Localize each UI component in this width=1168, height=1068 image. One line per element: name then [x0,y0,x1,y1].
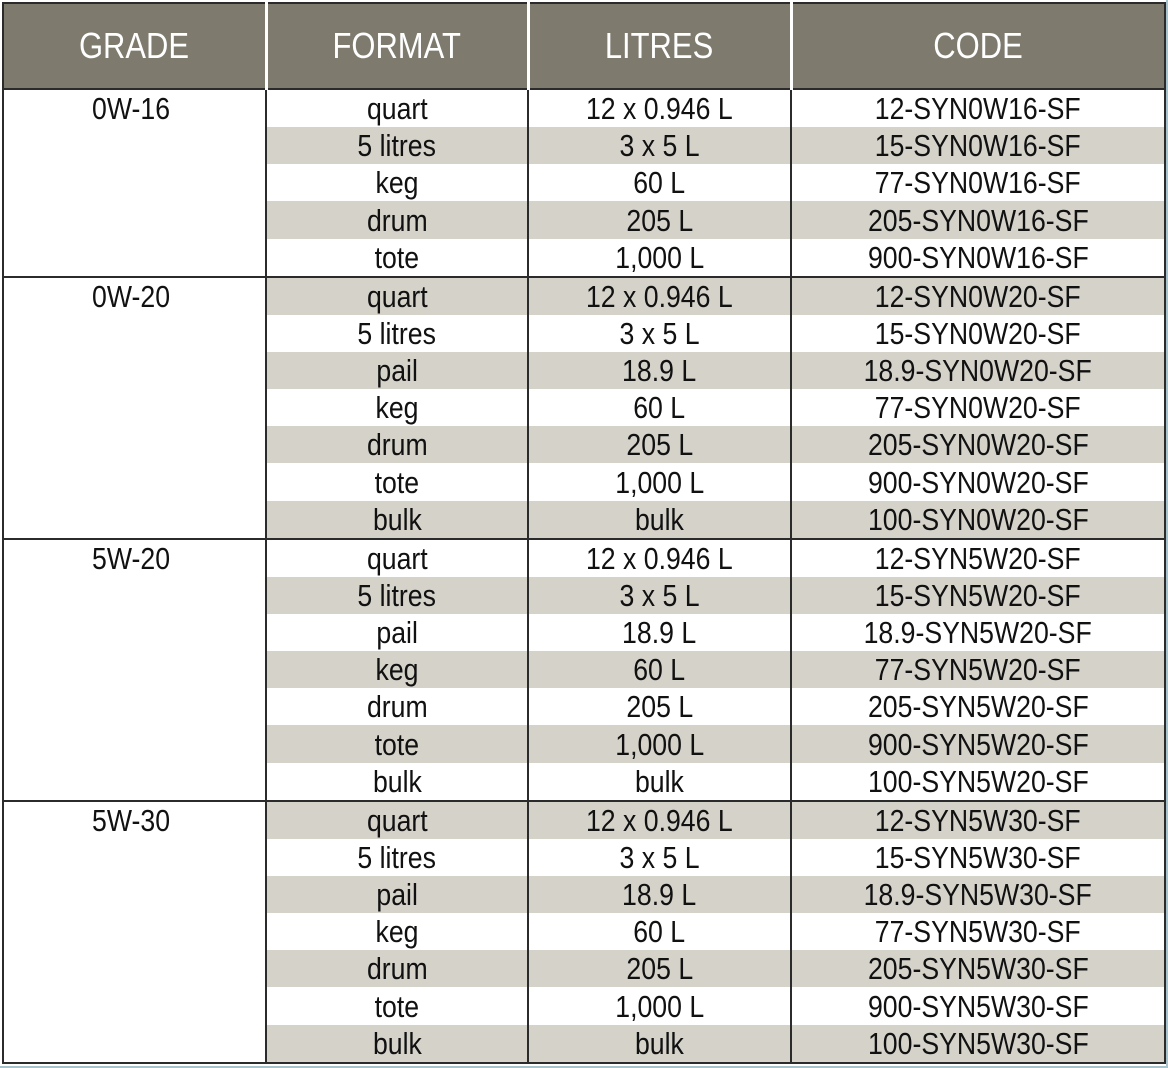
header-grade [3,3,266,89]
code-cell [791,614,1165,651]
code-cell [791,352,1165,389]
format-value: tote [374,988,420,1024]
code-cell [791,277,1165,315]
code-cell [791,315,1165,352]
grade-label: 5W-20 [92,540,171,576]
format-value: quart [366,91,428,127]
format-value: pail [376,615,418,651]
header-format [266,3,528,89]
header-litres-label: LITRES [605,25,714,66]
code-value: 15-SYN5W20-SF [875,577,1081,613]
format-cell [266,987,528,1024]
format-cell [266,352,528,389]
code-value: 100-SYN0W20-SF [867,501,1089,537]
format-value: tote [374,726,420,762]
code-value: 77-SYN5W20-SF [875,652,1081,688]
litres-cell [528,1025,791,1063]
format-cell [266,688,528,725]
code-cell [791,839,1165,876]
format-value: keg [375,914,419,950]
format-value: 5 litres [357,577,437,613]
header-grade-label: GRADE [79,25,190,66]
litres-cell [528,127,791,164]
format-value: bulk [372,763,422,799]
litres-value: bulk [635,1025,684,1061]
table-body [3,89,1165,1063]
code-value: 900-SYN5W20-SF [867,726,1089,762]
format-value: tote [374,464,420,500]
header-format-label: FORMAT [332,25,462,66]
litres-cell [528,688,791,725]
format-value: pail [376,353,418,389]
format-cell [266,1025,528,1063]
code-value: 205-SYN0W20-SF [867,427,1089,463]
litres-value: 205 L [626,689,693,725]
code-value: 77-SYN0W20-SF [875,390,1081,426]
litres-cell [528,763,791,801]
code-value: 18.9-SYN5W30-SF [863,877,1093,913]
code-cell [791,688,1165,725]
format-cell [266,277,528,315]
table-row [3,89,1165,127]
format-cell [266,89,528,127]
litres-cell [528,801,791,839]
code-cell [791,725,1165,762]
code-cell [791,987,1165,1024]
litres-cell [528,164,791,201]
grade-label: 0W-16 [92,91,171,126]
format-cell [266,389,528,426]
format-cell [266,725,528,762]
litres-value: 3 x 5 L [619,315,700,351]
code-cell [791,463,1165,500]
litres-cell [528,614,791,651]
format-value: quart [366,540,428,576]
code-value: 100-SYN5W20-SF [867,763,1089,799]
header-code [791,3,1165,89]
code-value: 18.9-SYN5W20-SF [863,615,1093,651]
code-cell [791,950,1165,987]
format-cell [266,763,528,801]
code-cell [791,164,1165,201]
format-cell [266,201,528,238]
format-value: keg [375,390,419,426]
format-value: tote [374,239,420,275]
litres-value: 3 x 5 L [619,128,700,164]
litres-cell [528,426,791,463]
format-cell [266,651,528,688]
litres-value: 205 L [626,202,693,238]
code-value: 900-SYN0W16-SF [867,239,1089,275]
litres-value: 12 x 0.946 L [586,91,733,127]
litres-value: 205 L [626,427,693,463]
code-cell [791,201,1165,238]
litres-cell [528,839,791,876]
format-value: keg [375,165,419,201]
table-header [3,3,1165,89]
litres-value: 60 L [633,165,686,201]
litres-value: 1,000 L [615,464,704,500]
litres-cell [528,463,791,500]
format-value: quart [366,802,428,838]
litres-cell [528,389,791,426]
grade-cell [3,277,266,539]
grade-cell [3,539,266,801]
format-cell [266,127,528,164]
product-code-table [2,2,1166,1064]
code-cell [791,913,1165,950]
litres-value: 60 L [633,652,686,688]
litres-cell [528,539,791,577]
table-row [3,539,1165,577]
format-value: drum [366,951,428,987]
grade-cell [3,801,266,1063]
litres-cell [528,651,791,688]
code-value: 15-SYN0W16-SF [875,128,1081,164]
format-cell [266,426,528,463]
litres-cell [528,913,791,950]
code-cell [791,389,1165,426]
format-cell [266,315,528,352]
format-value: keg [375,652,419,688]
code-cell [791,501,1165,539]
code-value: 205-SYN5W30-SF [867,951,1089,987]
litres-value: bulk [635,763,684,799]
litres-cell [528,352,791,389]
code-cell [791,876,1165,913]
format-cell [266,614,528,651]
format-value: 5 litres [357,128,437,164]
litres-value: 18.9 L [622,877,697,913]
code-value: 205-SYN0W16-SF [867,202,1089,238]
litres-cell [528,89,791,127]
litres-cell [528,725,791,762]
format-value: bulk [372,501,422,537]
code-value: 12-SYN5W30-SF [875,802,1081,838]
format-cell [266,239,528,277]
litres-value: 3 x 5 L [619,839,700,875]
format-cell [266,950,528,987]
litres-value: 60 L [633,914,686,950]
code-value: 15-SYN5W30-SF [875,839,1081,875]
table-row [3,277,1165,315]
code-cell [791,577,1165,614]
litres-cell [528,577,791,614]
code-value: 12-SYN5W20-SF [875,540,1081,576]
code-value: 15-SYN0W20-SF [875,315,1081,351]
litres-cell [528,315,791,352]
code-value: 12-SYN0W16-SF [875,91,1081,127]
code-cell [791,763,1165,801]
grade-label: 5W-30 [92,802,171,838]
litres-cell [528,239,791,277]
litres-value: 18.9 L [622,353,697,389]
table-row [3,801,1165,839]
litres-value: 1,000 L [615,988,704,1024]
code-cell [791,801,1165,839]
code-value: 900-SYN5W30-SF [867,988,1089,1024]
code-value: 205-SYN5W20-SF [867,689,1089,725]
format-value: drum [366,427,428,463]
code-cell [791,239,1165,277]
format-value: drum [366,689,428,725]
litres-cell [528,501,791,539]
format-cell [266,164,528,201]
format-cell [266,501,528,539]
litres-cell [528,987,791,1024]
format-value: quart [366,278,428,314]
litres-value: 205 L [626,951,693,987]
format-value: drum [366,202,428,238]
code-value: 100-SYN5W30-SF [867,1025,1089,1061]
header-row [3,3,1165,89]
litres-cell [528,876,791,913]
format-cell [266,801,528,839]
code-value: 77-SYN5W30-SF [875,914,1081,950]
litres-cell [528,277,791,315]
litres-value: 12 x 0.946 L [586,540,733,576]
code-value: 900-SYN0W20-SF [867,464,1089,500]
code-cell [791,651,1165,688]
format-value: bulk [372,1025,422,1061]
grade-cell [3,89,266,277]
header-litres [528,3,791,89]
format-cell [266,463,528,500]
litres-value: 1,000 L [615,239,704,275]
format-cell [266,577,528,614]
litres-cell [528,950,791,987]
code-cell [791,539,1165,577]
litres-value: 18.9 L [622,615,697,651]
code-value: 12-SYN0W20-SF [875,278,1081,314]
format-value: pail [376,877,418,913]
code-cell [791,89,1165,127]
litres-value: bulk [635,501,684,537]
litres-cell [528,201,791,238]
format-value: 5 litres [357,839,437,875]
code-value: 77-SYN0W16-SF [875,165,1081,201]
format-cell [266,839,528,876]
code-value: 18.9-SYN0W20-SF [863,353,1093,389]
litres-value: 3 x 5 L [619,577,700,613]
litres-value: 1,000 L [615,726,704,762]
code-cell [791,127,1165,164]
litres-value: 60 L [633,390,686,426]
grade-label: 0W-20 [92,278,171,314]
format-cell [266,876,528,913]
litres-value: 12 x 0.946 L [586,278,733,314]
header-code-label: CODE [933,25,1023,66]
code-cell [791,426,1165,463]
format-cell [266,539,528,577]
litres-value: 12 x 0.946 L [586,802,733,838]
format-value: 5 litres [357,315,437,351]
code-cell [791,1025,1165,1063]
format-cell [266,913,528,950]
